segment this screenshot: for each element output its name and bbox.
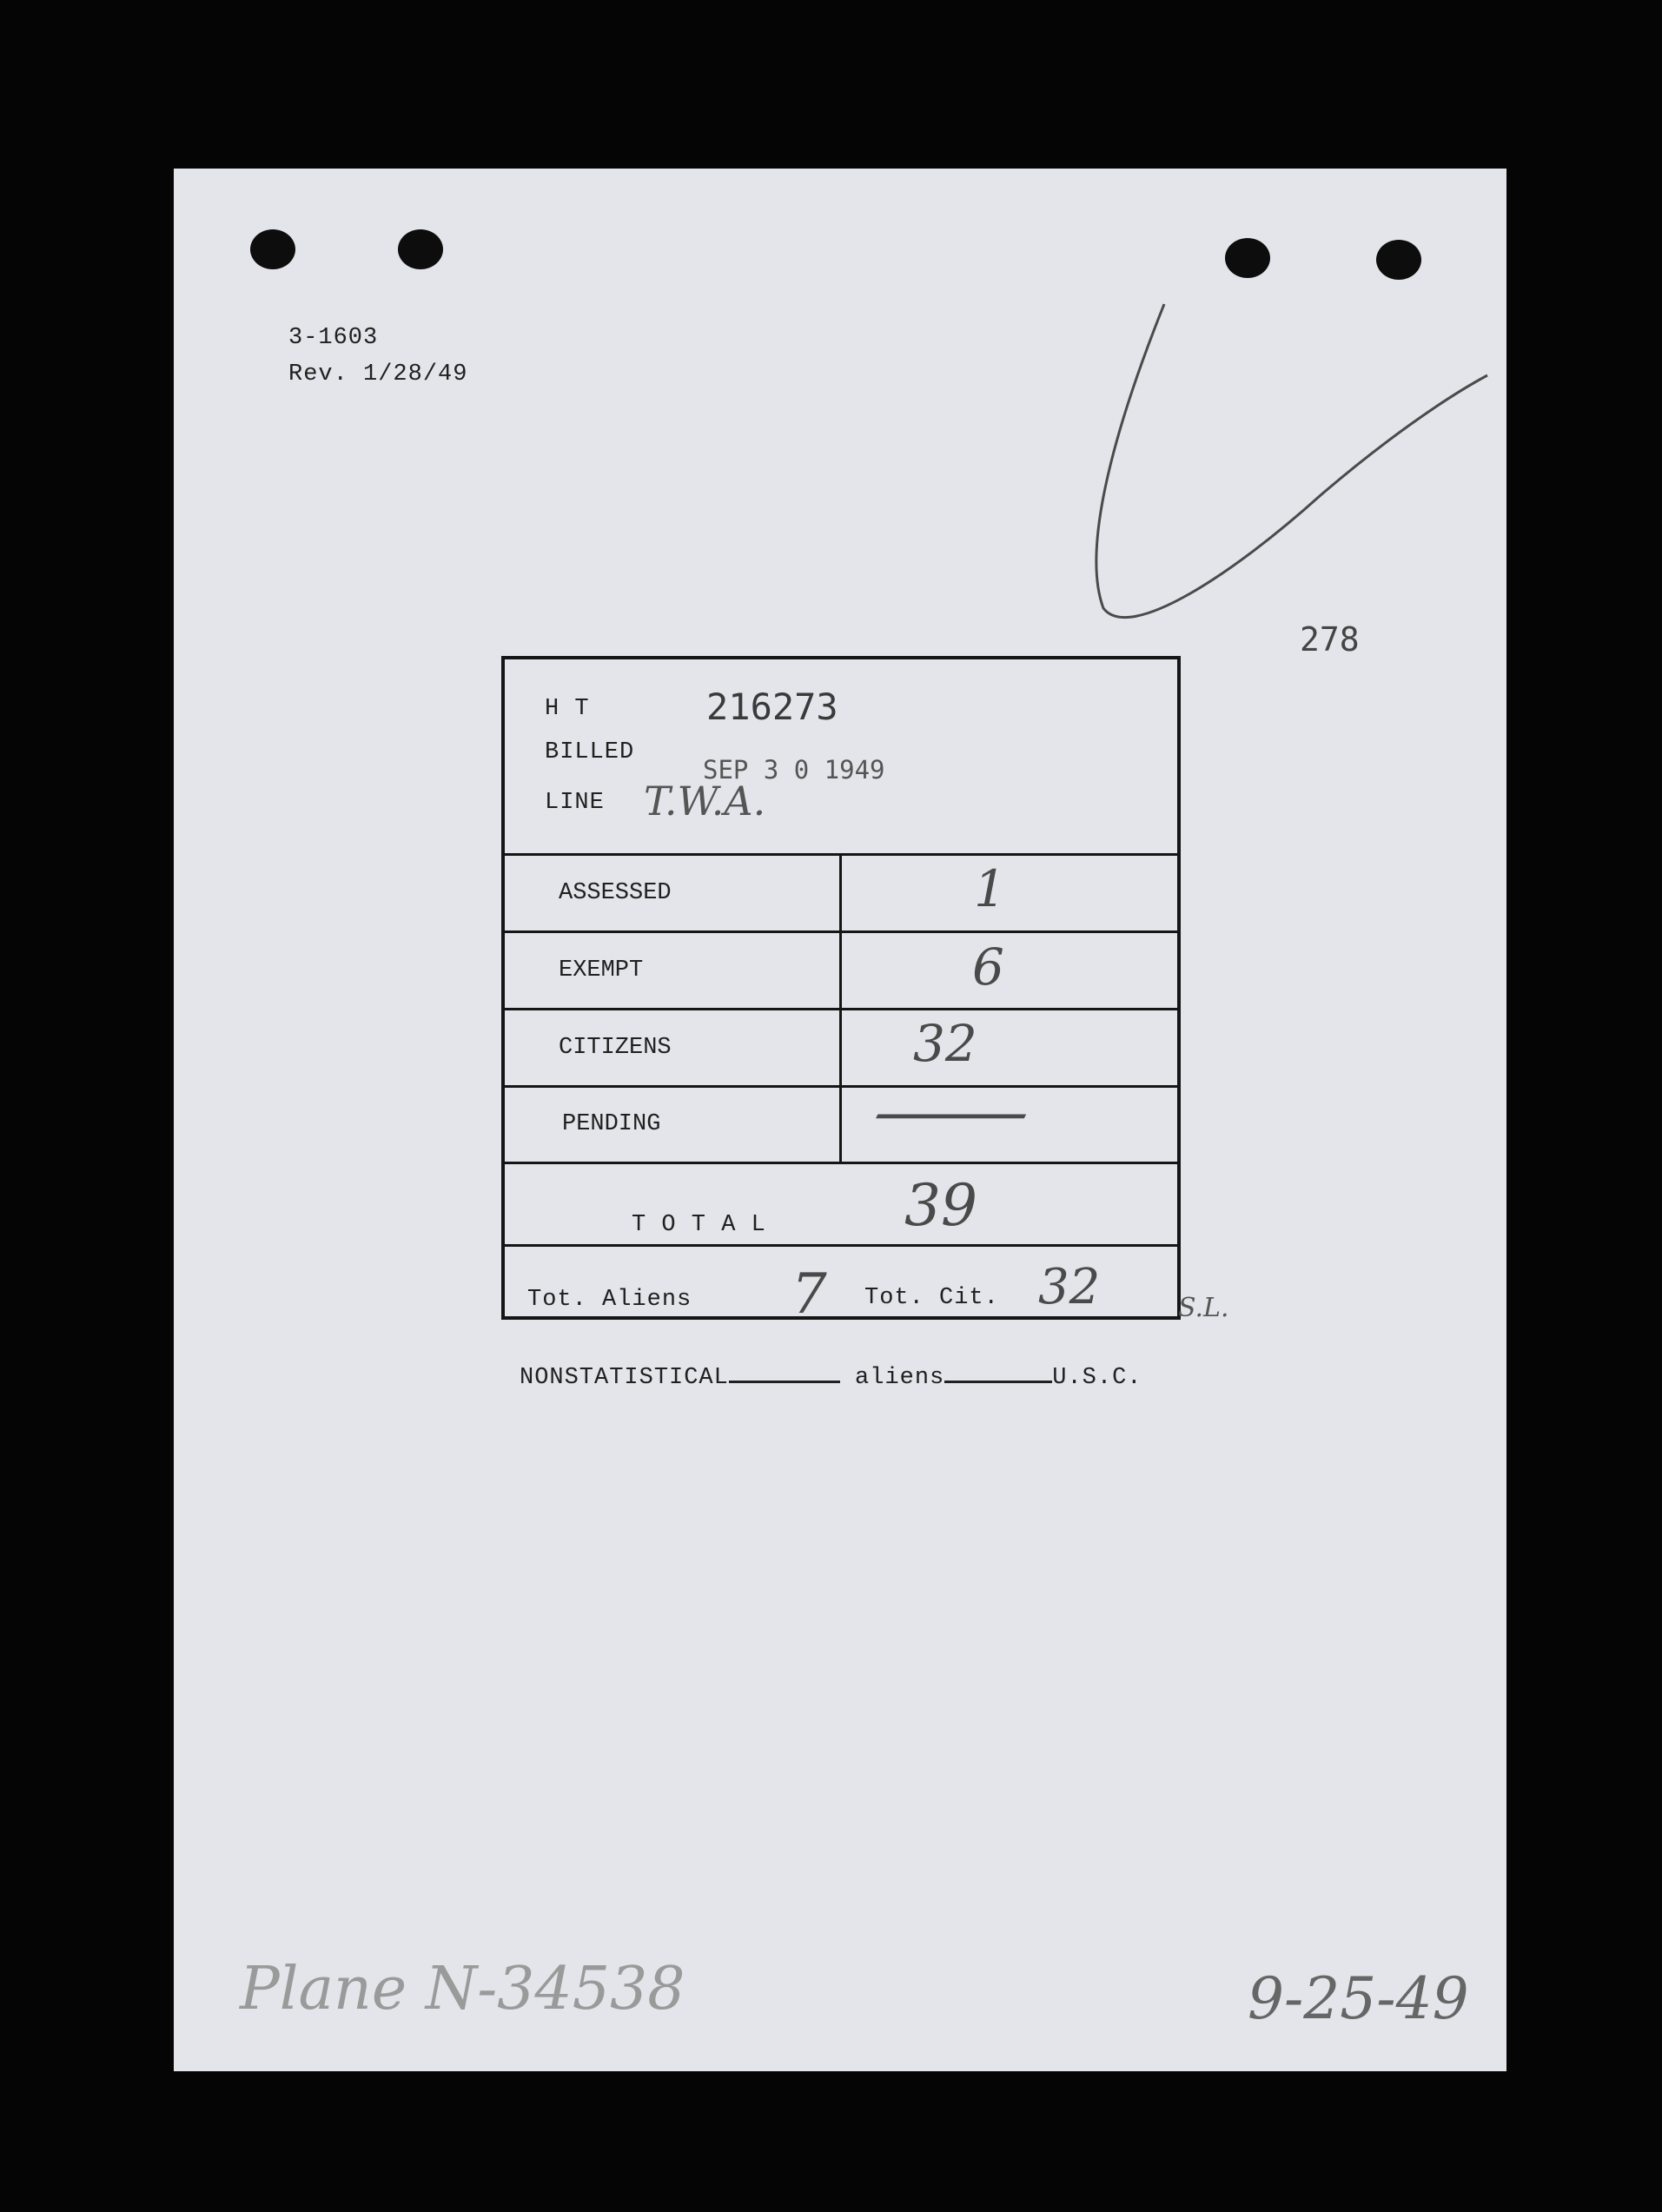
line-value: T.W.A.	[644, 778, 766, 825]
punch-hole	[250, 229, 295, 269]
column-divider	[839, 853, 842, 1164]
punch-hole	[1376, 240, 1421, 280]
ht-label: H T	[545, 696, 590, 722]
nonstatistical-aliens-label: aliens	[855, 1365, 945, 1391]
row-value-exempt: 6	[972, 937, 1004, 997]
page-number: 278	[1300, 620, 1360, 659]
total-label: T O T A L	[632, 1212, 766, 1238]
ht-number: 216273	[706, 685, 838, 728]
form-number: 3-1603	[288, 325, 379, 351]
plane-note: Plane N-34538	[240, 1955, 685, 2023]
punch-hole	[398, 229, 443, 269]
nonstatistical-aliens-blank	[729, 1357, 840, 1383]
tot-aliens-value: 7	[791, 1262, 827, 1327]
tally-form-box	[501, 656, 1181, 1327]
row-value-citizens: 32	[913, 1014, 977, 1073]
nonstatistical-label: NONSTATISTICAL	[520, 1365, 729, 1391]
billed-label: BILLED	[545, 739, 635, 765]
form-revision: Rev. 1/28/49	[288, 361, 468, 387]
clerk-initials: S.L.	[1178, 1293, 1229, 1323]
row-value-assessed: 1	[974, 859, 1006, 918]
rule	[505, 1244, 1177, 1247]
billed-date-stamp: SEP 3 0 1949	[703, 755, 885, 785]
row-label-assessed: ASSESSED	[559, 880, 672, 906]
punch-hole	[1225, 238, 1270, 278]
total-value: 39	[904, 1172, 977, 1239]
nonstatistical-line	[520, 1357, 1142, 1391]
tot-citizens-value: 32	[1038, 1259, 1101, 1315]
row-label-exempt: EXEMPT	[559, 957, 644, 983]
tot-citizens-label: Tot. Cit.	[864, 1285, 999, 1311]
line-label: LINE	[545, 790, 605, 816]
date-note: 9-25-49	[1248, 1965, 1469, 2032]
nonstatistical-usc-label: U.S.C.	[1052, 1365, 1142, 1391]
nonstatistical-usc-blank	[944, 1357, 1052, 1383]
row-value-pending: —	[870, 1075, 1033, 1148]
row-label-pending: PENDING	[562, 1111, 661, 1137]
row-label-citizens: CITIZENS	[559, 1035, 672, 1061]
tot-aliens-label: Tot. Aliens	[527, 1287, 692, 1313]
